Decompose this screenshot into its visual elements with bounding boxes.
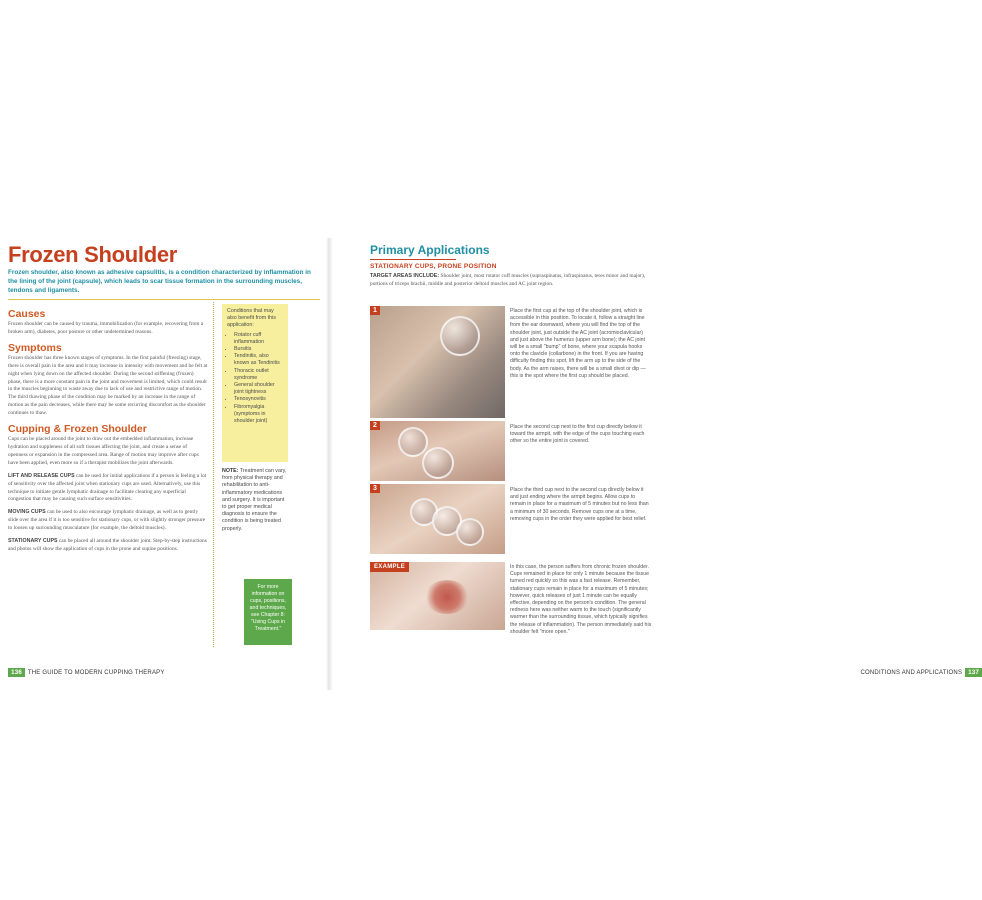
example-photo [370,562,505,630]
note-text: Treatment can vary, from physical therapy and rehabilitation to anti-inflammatory medications and surgery. It is important to get proper medical diagnosis to ensure the condition is being treated properly. [222,468,287,532]
cupping-cup [422,447,454,479]
condition-item: • Bursitis [234,346,283,353]
step-2-photo [370,421,505,481]
page-number-right: 137 [965,668,982,677]
footer-book-title: THE GUIDE TO MODERN CUPPING THERAPY [27,669,165,676]
step-2-text: Place the second cup next to the first cup directly below it toward the armpit, with the edge of the cups touching each other so the entire joint is covered. [510,424,645,445]
left-footer [8,668,320,680]
condition-item: • General shoulder joint tightness [234,382,283,396]
condition-item: • Fibromyalgia (symptoms in shoulder joint) [234,404,283,426]
symptoms-heading: Symptoms [8,341,62,354]
stationary-cups-paragraph [8,538,208,554]
causes-heading: Causes [8,308,46,320]
moving-cups-paragraph [8,509,208,533]
note-label: NOTE: [222,468,239,474]
stationary-cups-text: can be placed all around the shoulder joint. Step-by-step instructions and photos will show the application of cups in the prone and supine positions. [8,538,207,552]
symptoms-text: Frozen shoulder has three known stages of symptoms. In the first painful (freezing) stage, there is overall pain in the area and it may increase in intensity with movement and be felt at night when lying down on the affected shoulder. During the second stiffening (frozen) phase, there is a more constant pain in the joint and movement is limited, which could result in the muscles beginning to waste away due to lack of use and restrictive range of motion. The third thawing phase of the condition may be marked by an increase in the range of motion as the pain decreases, while there may be some recurring discomfort as the shoulder continues to thaw. [8,354,208,417]
cupping-cup [440,316,480,356]
title-underline [370,259,456,260]
condition-item: • Rotator cuff inflammation [234,332,283,346]
title-divider [8,299,320,300]
conditions-intro: Conditions that may also benefit from this application: [227,308,276,329]
page-number-left: 136 [8,668,25,677]
book-spread [0,238,979,690]
step-number: 3 [370,484,380,493]
right-page [333,238,979,690]
moving-cups-label: MOVING CUPS [8,509,46,516]
left-page [0,238,325,690]
step-number: 1 [370,306,380,315]
step-3-text: Place the third cup next to the second cup directly below it and just ending where the armpit begins. Allow cups to remain in place for a maximum of 5 minutes but no less than a minimum of 30 seconds. Remove cups one at a time, removing cups in the order they were applied for best relief. [510,487,649,522]
causes-text: Frozen shoulder can be caused by trauma, immobilization (for example, recovering from a broken arm), diabetes, poor posture or other undetermined reasons. [8,321,204,335]
step-1-text: Place the first cup at the top of the shoulder joint, which is accessible in this position. To locate it, follow a straight line from the ear downward, where you will find the top of the shoulder joint, just outside the AC joint (acromioclavicular) and just above the humerus (upper arm bone); the AC joint will be a small "bump" of bone, where your scapula hooks onto the clavicle (collarbone) in the front. If you are having difficulty finding this spot, lift the arm up to the side of the body. As the arm raises, there will be a small divot or dip — this is the spot where the first cup should be placed. [510,308,646,379]
cupping-mark [425,580,469,614]
step-3-photo [370,484,505,554]
section-subtitle: STATIONARY CUPS, PRONE POSITION [370,263,497,270]
right-footer [677,668,982,680]
conditions-sidebar [222,304,288,462]
target-label: TARGET AREAS INCLUDE: [370,273,440,279]
column-divider [213,302,214,647]
example-label: EXAMPLE [370,562,409,572]
step-number: 2 [370,421,380,430]
target-areas [370,273,654,289]
condition-item: • Thoracic outlet syndrome [234,368,283,382]
treatment-note [222,468,290,533]
page-title: Frozen Shoulder [8,242,178,267]
cupping-cup [456,518,484,546]
intro-paragraph: Frozen shoulder, also known as adhesive capsulitis, is a condition characterized by inflammation in the lining of the joint (capsule), which leads to scar tissue formation in the surrounding muscles, tendons and ligaments. [8,269,311,294]
condition-item: • Tendinitis, also known as Tendinitis [234,353,283,367]
cupping-cup [398,427,428,457]
lift-release-text: can be used for initial applications if a person is feeling a lot of sensitivity over the affected joint when stationary cups are used. Alternatively, use this technique to initiate gentle lymphatic drainage to facilitate clearing any superficial congestion that may be causing such surface sensitivities. [8,472,207,503]
conditions-list [227,332,283,426]
main-column [8,305,208,559]
more-info-box: For more information on cups, positions, and techniques, see Chapter 8: "Using Cups in Treatment." [244,579,292,645]
book-gutter [326,238,333,690]
primary-applications-title: Primary Applications [370,243,490,257]
footer-section-title: CONDITIONS AND APPLICATIONS [860,669,963,676]
condition-item: • Tenosynovitis [234,396,283,403]
cupping-text: Cups can be placed around the joint to draw out the embedded inflammation, increase hydration and suppleness of all soft tissues affecting the joint, and create a sense of openness or expansion in the compressed area. Range of motion may improve after cups have been applied, even more so if a therapist mobilizes the joint afterwards. [8,436,199,466]
moving-cups-text: can be used to also encourage lymphatic drainage, as well as to gently slide over the area if it is too sensitive for stationary cups, or with slightly stronger pressure to loosen up surrounding musculature (for example, the deltoid muscles). [8,509,206,532]
cupping-heading: Cupping & Frozen Shoulder [8,423,147,436]
step-1-photo [370,306,505,418]
example-text: In this case, the person suffers from chronic frozen shoulder. Cups remained in place for only 1 minute because the tissue turned red quickly so this was a fast release. Remember, stationary cups remain in place for a maximum of 5 minutes; however, quick releases of just 1 minute can be equally effective, depending on the person's condition. The general redness here was neither warm to the touch (significantly warmer than the surrounding tissue, which typically signifies the release of inflammation). The person immediately said his shoulder felt "more open." [510,564,652,635]
lift-release-label: LIFT AND RELEASE CUPS [8,472,75,479]
stationary-cups-label: STATIONARY CUPS [8,538,58,545]
lift-release-paragraph [8,473,208,505]
target-text: Shoulder joint, most rotator cuff muscles (supraspinatus, infraspinatus, teres minor and major), portions of triceps brachii, middle and posterior deltoid muscles and AC joint region. [370,273,646,287]
